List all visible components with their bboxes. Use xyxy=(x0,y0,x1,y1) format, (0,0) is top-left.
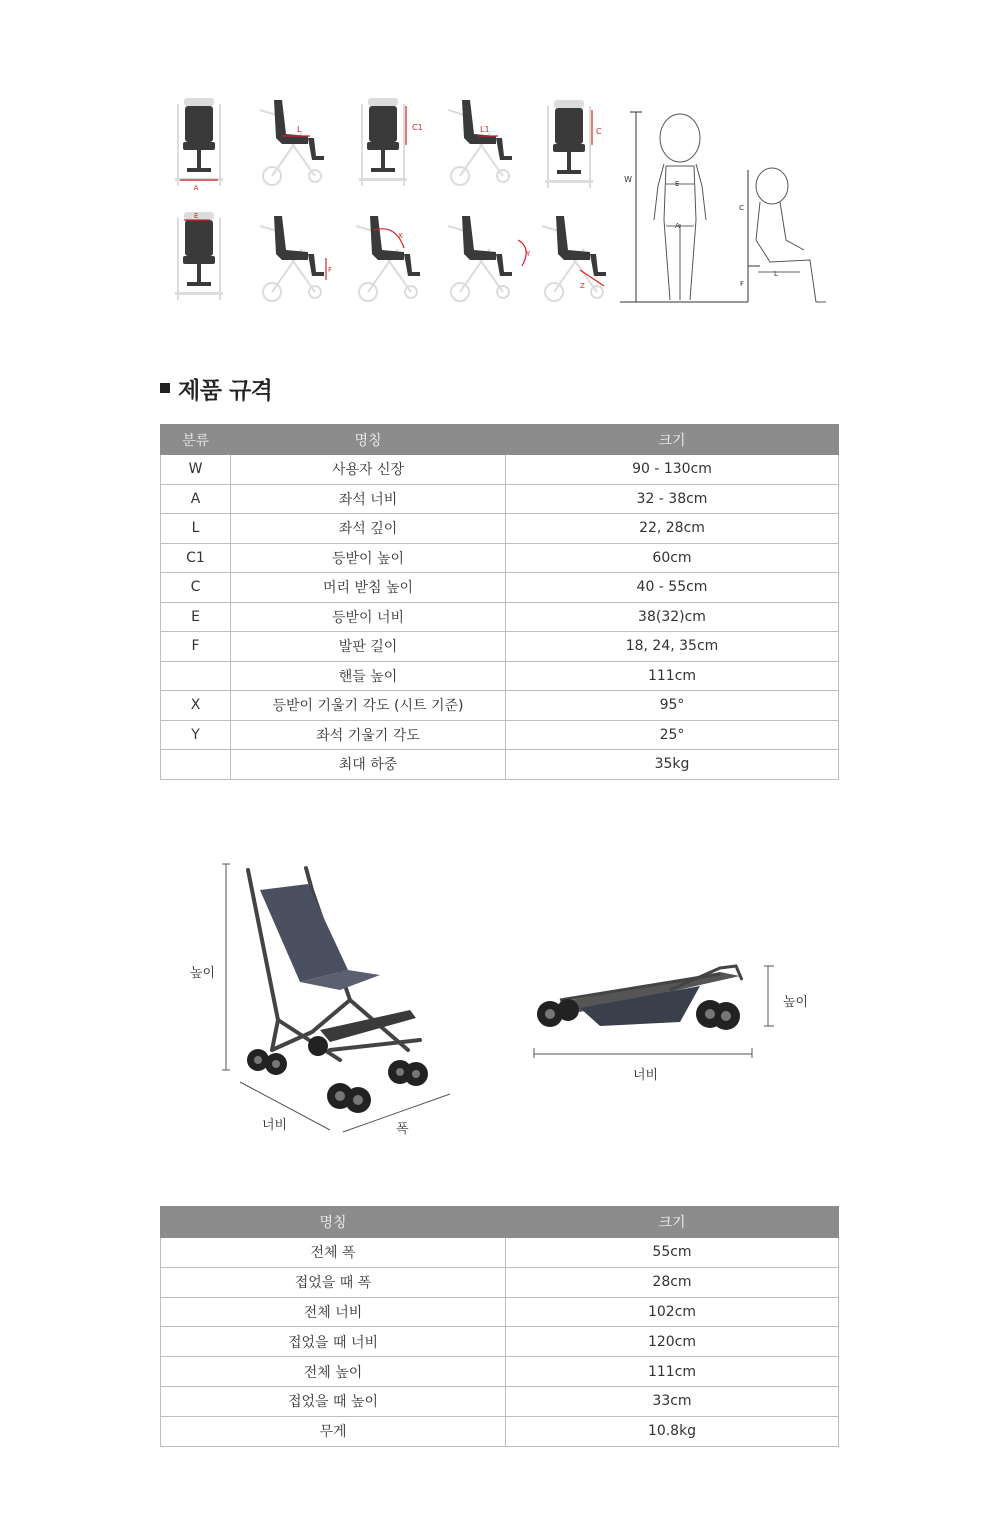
table-row xyxy=(161,1386,839,1416)
cell-name: 무게 xyxy=(161,1416,506,1446)
header-name: 명칭 xyxy=(231,425,506,455)
cell-size: 95° xyxy=(506,691,839,721)
table-row xyxy=(161,514,839,544)
cell-size: 90 - 130cm xyxy=(506,455,839,485)
square-bullet-icon xyxy=(160,383,170,393)
table-row xyxy=(161,1267,839,1297)
svg-text:L: L xyxy=(774,270,778,278)
table-row xyxy=(161,1297,839,1327)
stroller-folded-illustration xyxy=(520,950,790,1060)
cell-size: 10.8kg xyxy=(506,1416,839,1446)
table-header-row xyxy=(161,1207,839,1238)
cell-code: L xyxy=(161,514,231,544)
cell-size: 25° xyxy=(506,720,839,750)
table-row xyxy=(161,1416,839,1446)
header-code: 분류 xyxy=(161,425,231,455)
cell-name: 사용자 신장 xyxy=(231,455,506,485)
cell-code: F xyxy=(161,632,231,662)
cell-name: 좌석 너비 xyxy=(231,484,506,514)
cell-size: 38(32)cm xyxy=(506,602,839,632)
svg-text:X: X xyxy=(398,232,403,240)
cell-size: 55cm xyxy=(506,1238,839,1268)
size-table xyxy=(160,1206,839,1447)
cell-size: 32 - 38cm xyxy=(506,484,839,514)
table-row xyxy=(161,750,839,780)
svg-text:E: E xyxy=(675,180,680,188)
svg-text:A: A xyxy=(193,184,199,192)
svg-text:L1: L1 xyxy=(480,125,490,134)
svg-text:L: L xyxy=(297,125,302,134)
svg-text:C: C xyxy=(596,127,602,136)
cell-name: 발판 길이 xyxy=(231,632,506,662)
cell-name: 머리 받침 높이 xyxy=(231,573,506,603)
svg-text:E: E xyxy=(194,212,199,220)
cell-size: 18, 24, 35cm xyxy=(506,632,839,662)
table-row xyxy=(161,720,839,750)
header-size: 크기 xyxy=(506,1207,839,1238)
table-row xyxy=(161,691,839,721)
cell-name: 전체 폭 xyxy=(161,1238,506,1268)
depth-label: 폭 xyxy=(396,1122,409,1137)
height-label: 높이 xyxy=(190,966,216,981)
cell-size: 22, 28cm xyxy=(506,514,839,544)
table-row xyxy=(161,1327,839,1357)
cell-size: 33cm xyxy=(506,1386,839,1416)
width-label: 너비 xyxy=(262,1118,288,1133)
cell-name: 최대 하중 xyxy=(231,750,506,780)
cell-name: 접었을 때 높이 xyxy=(161,1386,506,1416)
cell-code xyxy=(161,750,231,780)
svg-text:Y: Y xyxy=(526,250,531,258)
cell-code: C1 xyxy=(161,543,231,573)
header-name: 명칭 xyxy=(161,1207,506,1238)
cell-name: 핸들 높이 xyxy=(231,661,506,691)
cell-size: 60cm xyxy=(506,543,839,573)
table-row xyxy=(161,455,839,485)
svg-text:C: C xyxy=(739,204,744,212)
cell-name: 등받이 높이 xyxy=(231,543,506,573)
table-row xyxy=(161,1238,839,1268)
table-row xyxy=(161,573,839,603)
cell-code: X xyxy=(161,691,231,721)
cell-code: E xyxy=(161,602,231,632)
cell-size: 111cm xyxy=(506,661,839,691)
folded-height-label: 높이 xyxy=(783,995,809,1010)
cell-name: 등받이 기울기 각도 (시트 기준) xyxy=(231,691,506,721)
table-header-row xyxy=(161,425,839,455)
cell-size: 35kg xyxy=(506,750,839,780)
svg-text:W: W xyxy=(624,175,632,184)
cell-code: A xyxy=(161,484,231,514)
table-row xyxy=(161,602,839,632)
cell-size: 111cm xyxy=(506,1357,839,1387)
cell-name: 좌석 기울기 각도 xyxy=(231,720,506,750)
cell-code: C xyxy=(161,573,231,603)
cell-name: 전체 너비 xyxy=(161,1297,506,1327)
section-heading xyxy=(160,372,272,404)
table-row xyxy=(161,484,839,514)
svg-text:F: F xyxy=(739,280,744,288)
cell-size: 28cm xyxy=(506,1267,839,1297)
table-row xyxy=(161,543,839,573)
cell-size: 120cm xyxy=(506,1327,839,1357)
section-title: 제품 규격 xyxy=(178,377,273,404)
cell-size: 40 - 55cm xyxy=(506,573,839,603)
svg-text:C1: C1 xyxy=(412,123,423,132)
folded-width-label: 너비 xyxy=(633,1068,659,1083)
cell-name: 접었을 때 너비 xyxy=(161,1327,506,1357)
table-row xyxy=(161,661,839,691)
cell-name: 좌석 깊이 xyxy=(231,514,506,544)
table-row xyxy=(161,632,839,662)
cell-code xyxy=(161,661,231,691)
cell-name: 전체 높이 xyxy=(161,1357,506,1387)
svg-text:Z: Z xyxy=(580,282,585,290)
cell-name: 접었을 때 폭 xyxy=(161,1267,506,1297)
table-row xyxy=(161,1357,839,1387)
cell-name: 등받이 너비 xyxy=(231,602,506,632)
header-size: 크기 xyxy=(506,425,839,455)
measurement-diagram xyxy=(160,90,840,315)
cell-code: Y xyxy=(161,720,231,750)
cell-code: W xyxy=(161,455,231,485)
stroller-open-illustration xyxy=(180,850,480,1150)
svg-text:F: F xyxy=(328,266,333,274)
cell-size: 102cm xyxy=(506,1297,839,1327)
svg-text:A: A xyxy=(675,222,680,230)
spec-table xyxy=(160,424,839,780)
